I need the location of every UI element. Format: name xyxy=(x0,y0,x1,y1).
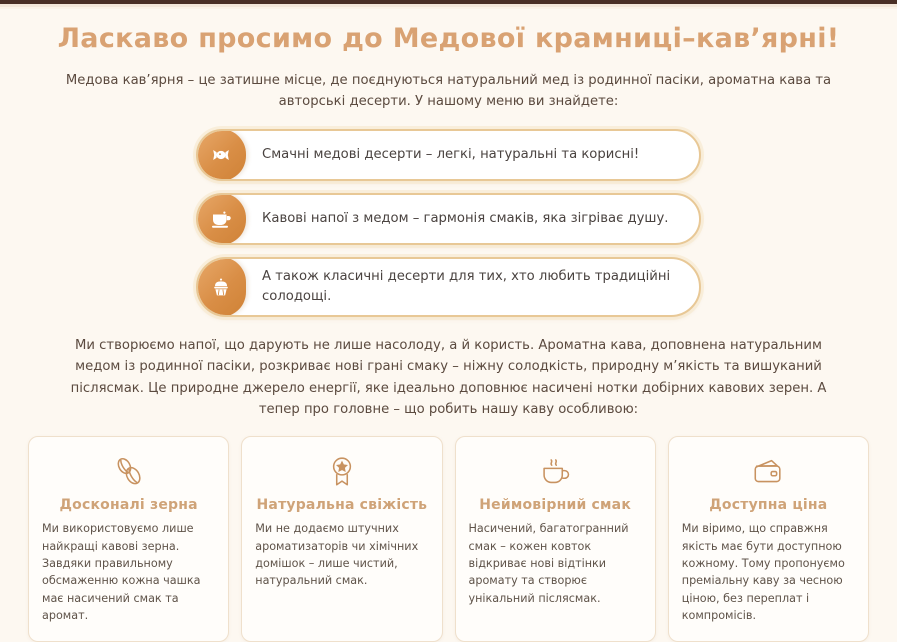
feature-card-text: Ми не додаємо штучних ароматизаторів чи хімічних домішок – лише чистий, натуральний смак. xyxy=(255,522,419,588)
page-container xyxy=(0,23,897,420)
top-accent-bar-tertiary xyxy=(0,7,897,9)
intro-paragraph: Медова кав’ярня – це затишне місце, де поєднуються натуральний мед із родинної пасіки, ароматна кава та авторські десерти. У нашому меню ви знайдете: xyxy=(65,73,832,109)
offer-pill-label: Смачні медові десерти – легкі, натуральні та корисні! xyxy=(262,147,640,163)
feature-card-text: Насичений, багатогранний смак – кожен ковток відкриває нові відтінки аромату та створює унікальний післясмак. xyxy=(468,522,629,605)
offer-pill-coffee[interactable] xyxy=(196,193,701,245)
feature-card-price[interactable] xyxy=(668,436,869,641)
offer-pill-classic-desserts[interactable] xyxy=(196,257,701,317)
feature-card-freshness[interactable] xyxy=(241,436,442,641)
offer-pill-label: Кавові напої з медом – гармонія смаків, яка зігріває душу. xyxy=(262,211,669,227)
coffee-beans-icon xyxy=(42,451,215,493)
coffee-cup-icon xyxy=(196,193,246,245)
wallet-icon xyxy=(682,451,855,493)
feature-card-taste[interactable] xyxy=(455,436,656,641)
page-title: Ласкаво просимо до Медової крамниці–кав’ярні! xyxy=(57,23,840,54)
offer-pill-list xyxy=(196,129,701,317)
feature-card-list xyxy=(0,436,897,641)
feature-card-title: Досконалі зерна xyxy=(59,497,198,514)
candy-icon xyxy=(196,129,246,181)
offer-pill-label: А також класичні десерти для тих, хто любить традиційні солодощі. xyxy=(262,269,671,305)
feature-card-text: Ми віримо, що справжня якість має бути доступною кожному. Тому пропонуємо преміальну каву за чесною ціною, без переплат і компромісів. xyxy=(681,522,845,623)
feature-card-title: Неймовірний смак xyxy=(479,497,632,514)
steaming-cup-icon xyxy=(469,451,642,493)
cupcake-icon xyxy=(196,257,246,317)
feature-card-text: Ми використовуємо лише найкращі кавові зерна. Завдяки правильному обсмаженню кожна чашка має насичений смак та аромат. xyxy=(42,522,201,623)
feature-card-title: Доступна ціна xyxy=(709,497,828,514)
feature-card-beans[interactable] xyxy=(28,436,229,641)
body-paragraph: Ми створюємо напої, що дарують не лише насолоду, а й користь. Ароматна кава, доповнена натуральним медом із родинної пасіки, розкриває нові грані смаку – ніжну солодкість, природну м’якість та вишуканий післясмак. Це природне джерело енергії, яке ідеально доповнює насичені нотки добірних кавових зерен. А тепер про головне – що робить нашу каву особливою: xyxy=(70,337,827,418)
offer-pill-desserts[interactable] xyxy=(196,129,701,181)
award-badge-icon xyxy=(255,451,428,493)
feature-card-title: Натуральна свіжість xyxy=(256,497,428,514)
